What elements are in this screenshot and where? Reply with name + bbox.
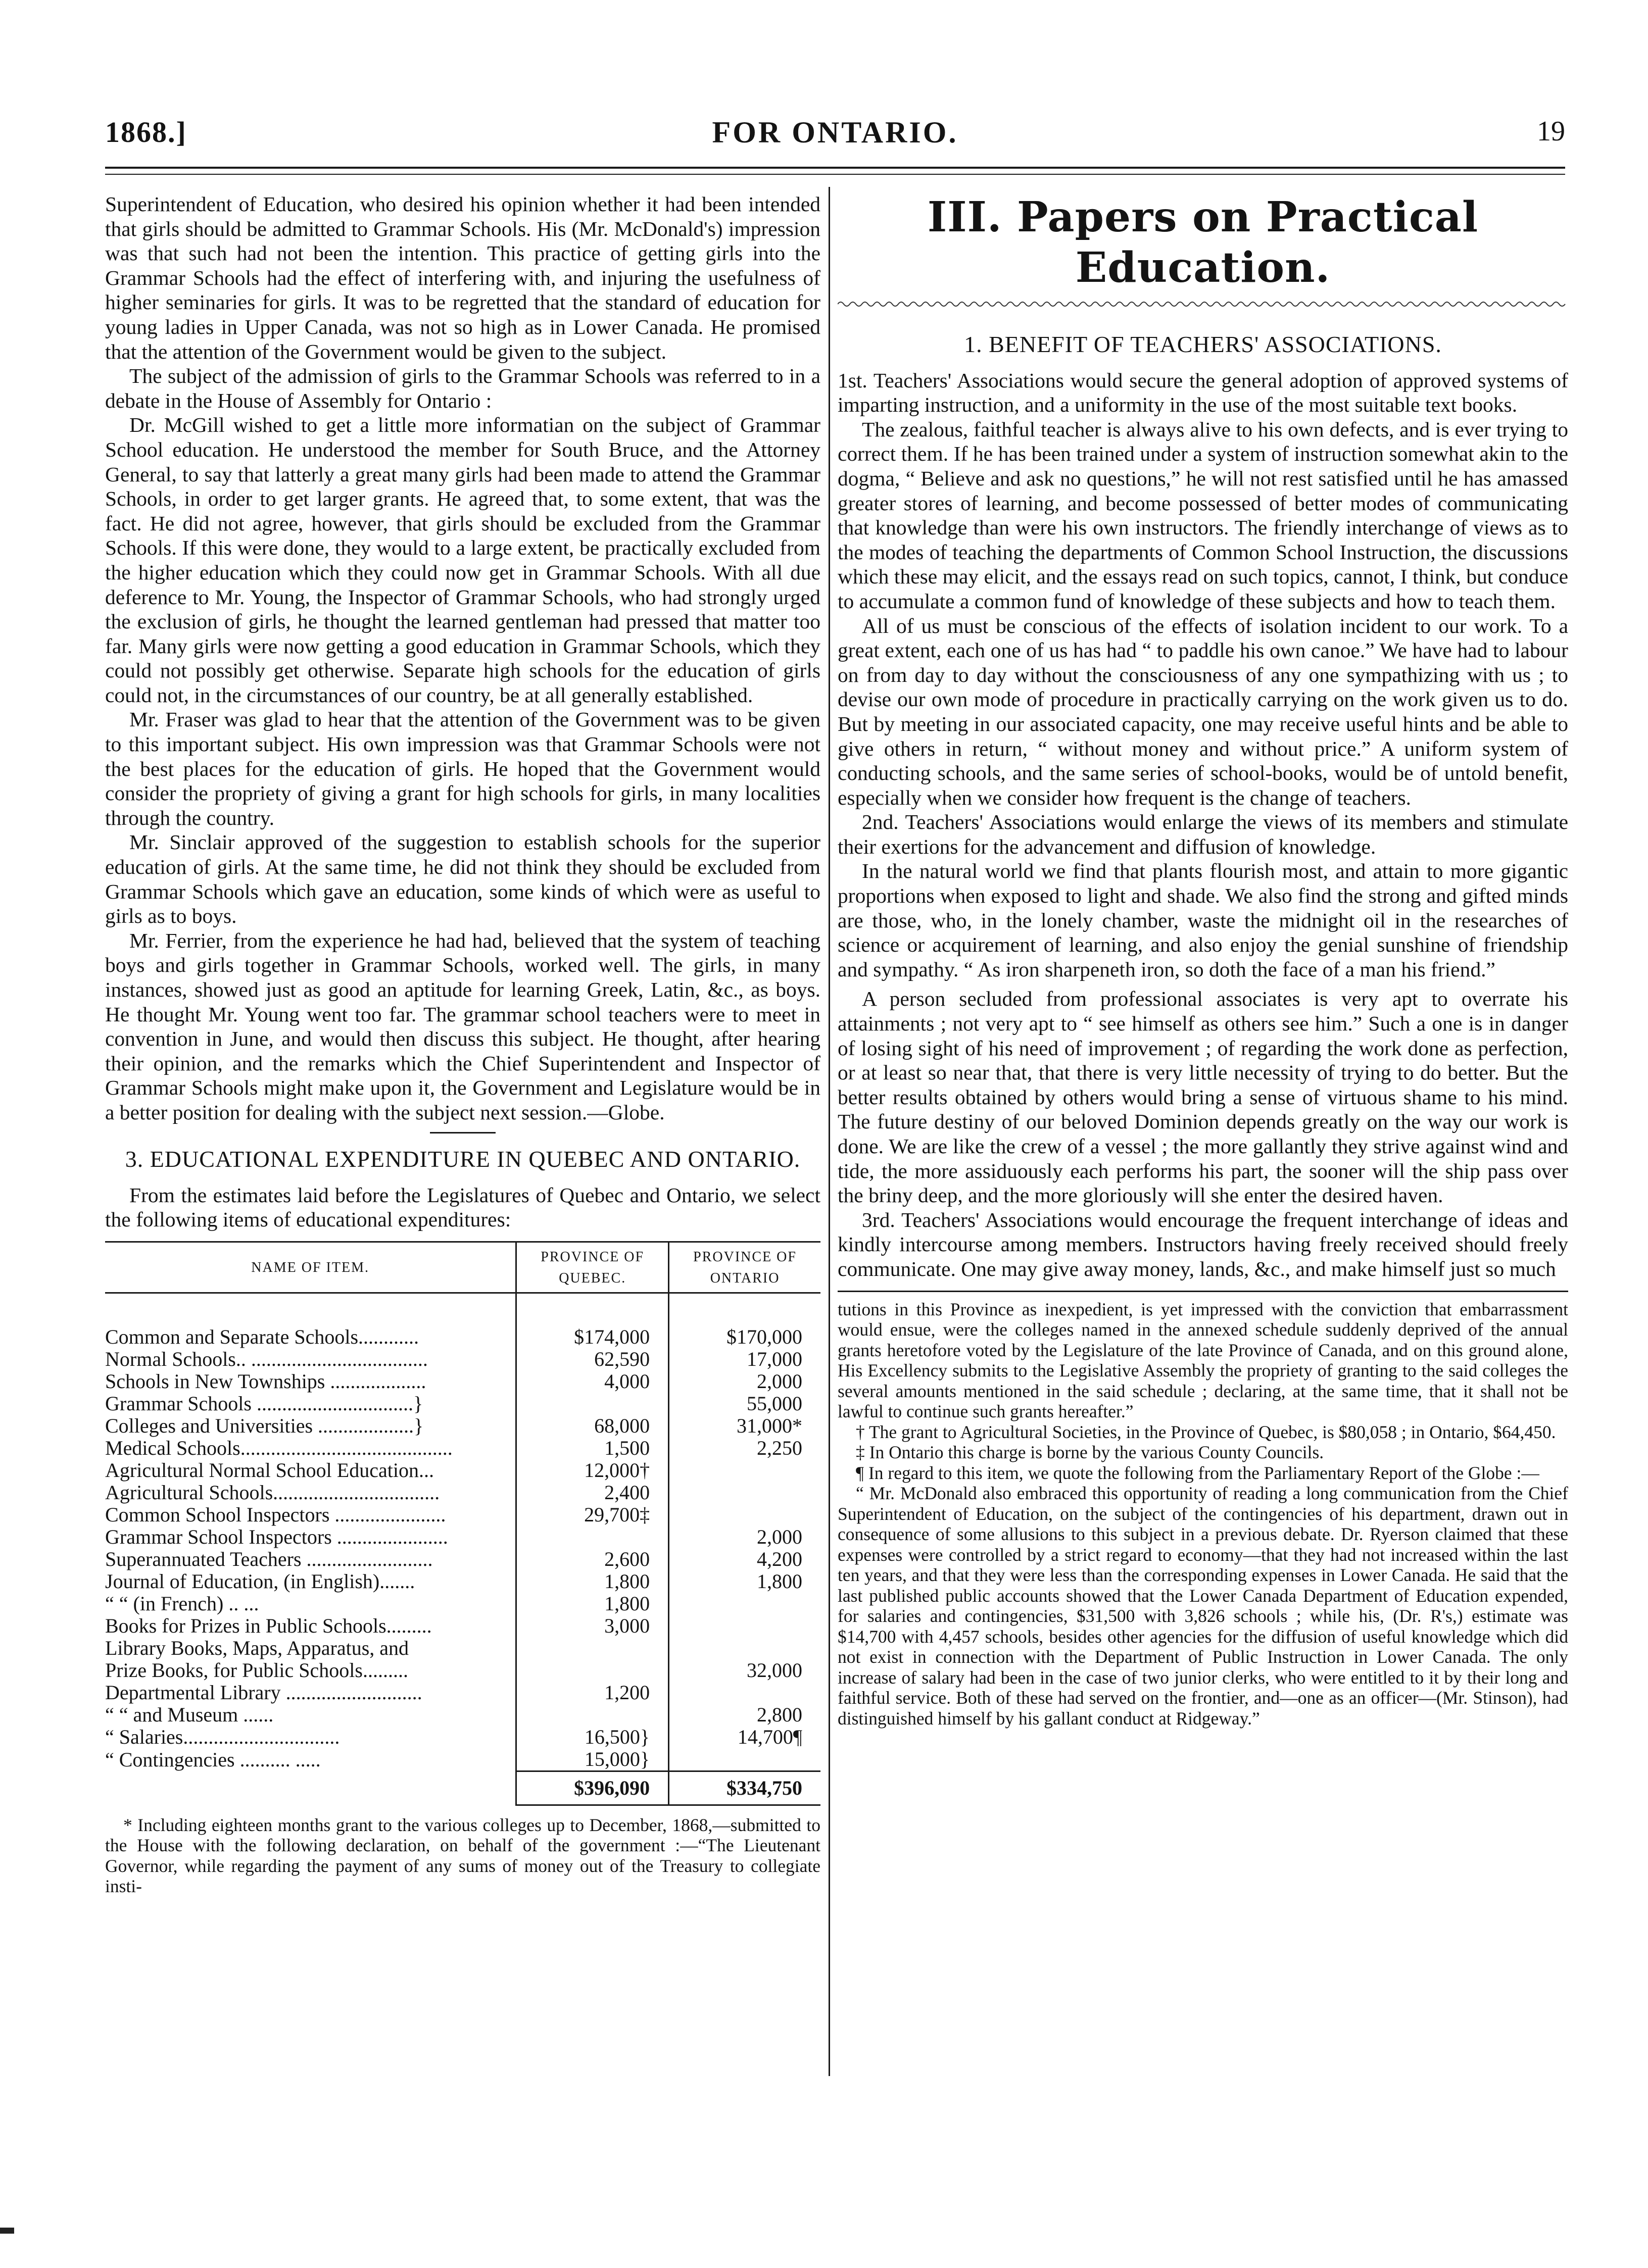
article-paragraph: A person secluded from professional associates is very apt to overrate his attainments ; not very apt to “ see himself as others see him.” Such a one is in danger of losing sight of his need of improvement ; of regarding the work done as perfection, or at least so near that, that there is very little necessity of trying to do better. But the better results obtained by others would bring a sense of virtuous shame to his mind. The future destiny of our beloved Dominion depends greatly on the way our work is done. We are like the crew of a vessel ; the more gallantly they strive against wind and tide, the more assiduously each performs his part, the sooner will the ship pass over the briny deep, and the more gloriously will she enter the desired haven. (838, 987, 1568, 1207)
table-row (105, 1504, 820, 1526)
article-paragraph: The zealous, faithful teacher is always alive to his own defects, and is ever trying to correct them. If he has been trained under a system of instruction somewhat akin to the dogma, “ Believe and ask no questions,” he will not rest satisfied until he has amassed greater stores of learning, and become possessed of better modes of communicating that knowledge than were his own instructors. The friendly interchange of views as to the modes of teaching the departments of Common School Instruction, the discussions which these may elicit, and the essays read on such topics, cannot, I think, but conduce to accumulate a common fund of knowledge of these subjects and how to teach them. (838, 417, 1568, 613)
part-title: III. Papers on Practical Education. (927, 193, 1479, 292)
table-row (105, 1682, 820, 1704)
header-rule-bottom (105, 174, 1565, 175)
article-paragraph: In the natural world we find that plants flourish most, and attain to more gigantic proportions when exposed to light and shade. We also find the strong and gifted minds are those, who, in the lonely chamber, waste the midnight oil in the researches of science or acquirement of learning, and also enjoy the genial sunshine of friendship and sympathy. “ As iron sharpeneth iron, so doth the face of a man his friend.” (838, 859, 1568, 981)
ontario-value: 4,200 (669, 1548, 820, 1570)
article-paragraph: Dr. McGill wished to get a little more informatian on the subject of Grammar School education. He understood the member for South Bruce, and the Attorney General, to say that latterly a great many girls had been made to attend the Grammar Schools, in order to get larger grants. He agreed that, to some extent, that was the fact. He did not agree, however, that girls should be excluded from the Grammar Schools. If this were done, they would to a large extent, be practically excluded from the higher education which they could now get in Grammar Schools. With all due deference to Mr. Young, the Inspector of Grammar Schools, who had strongly urged the exclusion of girls, he thought the learned gentleman had pressed that matter too far. Many girls were now getting a good education in Grammar Schools, which they could not possibly get otherwise. Separate high schools for the education of girls could not, in the circumstances of our country, be at all generally established. (105, 413, 820, 707)
table-row (105, 1459, 820, 1482)
ontario-value: 1,800 (669, 1570, 820, 1593)
quebec-value (516, 1704, 669, 1726)
item-name: Agricultural Normal School Education... (105, 1459, 434, 1482)
scan-edge-mark (0, 2228, 14, 2234)
quebec-value: 15,000} (516, 1748, 669, 1771)
table-row (105, 1637, 820, 1659)
header-rule-top (105, 167, 1565, 169)
ontario-value (669, 1482, 820, 1504)
article-paragraph: All of us must be conscious of the effects of isolation incident to our work. To a great extent, each one of us has had “ to paddle his own canoe.” We have had to labour on from day to day without the consciousness of any one sympathizing with us ; to devise our own mode of procedure in practically carrying on the work given us to do. But by meeting in our associated capacity, one may receive useful hints and be able to give others in return, “ without money and without price.” A uniform system of conducting schools, and the same series of school-books, would be of untold benefit, especially when we consider how frequent is the change of teachers. (838, 614, 1568, 809)
article-paragraph: Mr. Ferrier, from the experience he had had, believed that the system of teaching boys and girls together in Grammar Schools, worked well. The girls, in many instances, showed just as good an aptitude for learning Greek, Latin, &c., as boys. He thought Mr. Young went too far. The grammar school teachers were to meet in convention in June, and would then discuss this subject. He thought, after hearing their opinion, and the remarks which the Chief Superintendent and Inspector of Grammar Schools might make upon it, the Government and Legislature would be in a better position for dealing with the subject next session.—Globe. (105, 928, 820, 1124)
item-name: “ Salaries............................... (105, 1725, 340, 1748)
ontario-value (669, 1615, 820, 1637)
table-row (105, 1370, 820, 1393)
ontario-value: 2,800 (669, 1704, 820, 1726)
quebec-value: 1,200 (516, 1682, 669, 1704)
table-header-ontario: PROVINCE OF ONTARIO (669, 1242, 820, 1293)
ontario-value (669, 1748, 820, 1771)
quebec-value: 4,000 (516, 1370, 669, 1393)
ontario-value: 17,000 (669, 1348, 820, 1370)
quebec-value (516, 1659, 669, 1682)
table-header-quebec: PROVINCE OF QUEBEC. (516, 1242, 669, 1293)
table-header-row (105, 1242, 820, 1293)
item-name: Departmental Library ........................... (105, 1681, 422, 1704)
table-row (105, 1548, 820, 1570)
quebec-value: $174,000 (516, 1326, 669, 1348)
quebec-value (516, 1526, 669, 1548)
article-paragraph: Mr. Fraser was glad to hear that the attention of the Government was to be given to this important subject. His own impression was that Grammar Schools were not the best places for the education of girls. He hoped that the Government would consider the propriety of giving a grant for high schools for girls, in many localities through the country. (105, 708, 820, 829)
quebec-value: 2,600 (516, 1548, 669, 1570)
item-name: Library Books, Maps, Apparatus, and (105, 1637, 409, 1659)
table-row (105, 1393, 820, 1415)
item-name: Agricultural Schools................................. (105, 1481, 440, 1504)
footnote-dagger: † The grant to Agricultural Societies, in the Province of Quebec, is $80,058 ; in Ontario, $64,450. (856, 1421, 1556, 1442)
table-row (105, 1593, 820, 1615)
table-row (105, 1482, 820, 1504)
item-name: “ “ (in French) .. ... (105, 1592, 259, 1615)
item-name: Books for Prizes in Public Schools......... (105, 1614, 432, 1637)
item-name: “ “ and Museum ...... (105, 1703, 274, 1726)
right-footnotes (838, 1299, 1568, 1729)
footnote-rule (838, 1291, 1568, 1292)
item-name: Colleges and Universities ...................} (105, 1414, 424, 1437)
item-name: Journal of Education, (in English)....... (105, 1570, 415, 1593)
quebec-value: 2,400 (516, 1482, 669, 1504)
article-paragraph: 3rd. Teachers' Associations would encourage the frequent interchange of ideas and kindly intercourse among members. Instructors having freely received should freely communicate. One may give away money, lands, &c., and make himself just so much (838, 1208, 1568, 1280)
table-spacer (105, 1293, 820, 1326)
table-row (105, 1659, 820, 1682)
quebec-value: 3,000 (516, 1615, 669, 1637)
quebec-value: 1,500 (516, 1437, 669, 1459)
table-row (105, 1437, 820, 1459)
table-body (105, 1293, 820, 1771)
quebec-value (516, 1637, 669, 1659)
total-ontario: $334,750 (669, 1771, 820, 1805)
ontario-value: 14,700¶ (669, 1726, 820, 1748)
quebec-value: 68,000 (516, 1415, 669, 1437)
footnote-continuation: tutions in this Province as inexpedient, is yet impressed with the conviction that embarrassment would ensue, were the colleges named in the annexed schedule suddenly deprived of the annual grants heretofore voted by the Legislature of the late Province of Canada, and on this ground alone, His Excellency submits to the Legislative Assembly the propriety of granting to the said colleges the several amounts mentioned in the said schedule ; declaring, at the same time, that it shall not be lawful to continue such grants hereafter.” (838, 1299, 1568, 1422)
item-name: “ Contingencies .......... ..... (105, 1748, 321, 1771)
ontario-value (669, 1459, 820, 1482)
table-row (105, 1326, 820, 1348)
quebec-value: 62,590 (516, 1348, 669, 1370)
quebec-value: 1,800 (516, 1593, 669, 1615)
expenditure-table (105, 1241, 820, 1806)
article-paragraph: The subject of the admission of girls to the Grammar Schools was referred to in a debate in the House of Assembly for Ontario : (105, 364, 820, 412)
table-row (105, 1726, 820, 1748)
article-paragraph: 1st. Teachers' Associations would secure the general adoption of approved systems of imparting instruction, and a uniformity in the use of the most suitable text books. (838, 368, 1568, 417)
footnote-star: * Including eighteen months grant to the various colleges up to December, 1868,—submitted to the House with the following declaration, on behalf of the government :—“The Lieutenant Governor, while regarding the payment of any sums of money out of the Treasury to collegiate insti- (105, 1814, 820, 1897)
quebec-value: 1,800 (516, 1570, 669, 1593)
table-row (105, 1704, 820, 1726)
table-total-row (105, 1771, 820, 1805)
ontario-value (669, 1593, 820, 1615)
item-name: Common and Separate Schools............ (105, 1325, 419, 1348)
article-paragraph: 2nd. Teachers' Associations would enlarge the views of its members and stimulate their exertions for the advancement and diffusion of knowledge. (838, 810, 1568, 858)
section-intro: From the estimates laid before the Legislatures of Quebec and Ontario, we select the following items of educational expenditures: (105, 1183, 820, 1231)
ontario-value: 2,000 (669, 1370, 820, 1393)
footnote-pilcrow: ¶ In regard to this item, we quote the following from the Parliamentary Report of the Globe :— (856, 1462, 1539, 1483)
table-row (105, 1570, 820, 1593)
footnote-double-dagger: ‡ In Ontario this charge is borne by the various County Councils. (856, 1442, 1324, 1463)
item-name: Normal Schools.. ................................... (105, 1348, 428, 1370)
ontario-value: 55,000 (669, 1393, 820, 1415)
ontario-value (669, 1682, 820, 1704)
right-column (838, 192, 1568, 1729)
section-separator (430, 1132, 496, 1133)
section-title: 3. EDUCATIONAL EXPENDITURE IN QUEBEC AND ONTARIO. (125, 1146, 801, 1172)
article-paragraph: Mr. Sinclair approved of the suggestion to establish schools for the superior education of girls. At the same time, he did not think they should be excluded from Grammar Schools which gave an education, some kinds of which were as useful to girls as to boys. (105, 830, 820, 928)
wavy-rule (838, 299, 1568, 309)
table-row (105, 1415, 820, 1437)
column-divider (829, 187, 830, 2076)
table-row (105, 1748, 820, 1771)
quebec-value: 12,000† (516, 1459, 669, 1482)
table-row (105, 1615, 820, 1637)
table-row (105, 1348, 820, 1370)
item-name: Superannuated Teachers ......................... (105, 1548, 433, 1570)
ontario-value: 32,000 (669, 1659, 820, 1682)
item-name: Common School Inspectors ...................... (105, 1503, 446, 1526)
table-header-name: NAME OF ITEM. (105, 1242, 516, 1293)
header-year: 1868.] (105, 116, 187, 149)
left-footnotes (105, 1815, 820, 1897)
quebec-value (516, 1393, 669, 1415)
ontario-value (669, 1637, 820, 1659)
header-title: FOR ONTARIO. (712, 116, 958, 149)
left-column (105, 192, 820, 1897)
footnote-quote: “ Mr. McDonald also embraced this opportunity of reading a long communication from the Chief Superintendent of Education, on the subject of the contingencies of his department, drawn out in consequence of some allusions to this subject in a previous debate. Dr. Ryerson claimed that these expenses were controlled by a strict regard to economy—that they had not increased within the last ten years, and that they were less than the corresponding expenses in Lower Canada. He said that the last published public accounts showed that the Lower Canada Department of Education expended, for salaries and contingencies, $31,500 with 3,826 schools ; while his, (Dr. R's,) estimate was $14,700 with 4,457 schools, besides other agencies for the diffusion of useful knowledge which did not exist in connection with the Department of Public Instruction in Lower Canada. The only increase of salary had been in the case of two junior clerks, who were entitled to it by their long and faithful service. Both of these had served on the frontier, and—one as an officer—(Mr. Stinson), had distinguished himself by his gallant conduct at Ridgeway.” (838, 1483, 1568, 1729)
item-name: Grammar Schools ...............................} (105, 1392, 423, 1415)
ontario-value (669, 1504, 820, 1526)
ontario-value: 2,000 (669, 1526, 820, 1548)
ontario-value: $170,000 (669, 1326, 820, 1348)
page-number: 19 (1537, 116, 1565, 147)
table-row (105, 1526, 820, 1548)
item-name: Medical Schools.......................................... (105, 1437, 453, 1459)
item-name: Schools in New Townships ................... (105, 1370, 426, 1393)
item-name: Grammar School Inspectors ...................... (105, 1525, 448, 1548)
quebec-value: 29,700‡ (516, 1504, 669, 1526)
quebec-value: 16,500} (516, 1726, 669, 1748)
item-name: Prize Books, for Public Schools......... (105, 1659, 408, 1682)
section-title: 1. BENEFIT OF TEACHERS' ASSOCIATIONS. (964, 331, 1442, 357)
total-quebec: $396,090 (516, 1771, 669, 1805)
ontario-value: 2,250 (669, 1437, 820, 1459)
running-header (105, 115, 1565, 161)
article-paragraph: Superintendent of Education, who desired his opinion whether it had been intended that girls should be admitted to Grammar Schools. His (Mr. McDonald's) impression was that such had not been the intention. This practice of getting girls into the Grammar Schools had the effect of interfering with, and injuring the usefulness of higher seminaries for girls. It was to be regretted that the standard of education for young ladies in Upper Canada, was not so high as in Lower Canada. He promised that the attention of the Government would be given to the subject. (105, 192, 820, 363)
ontario-value: 31,000* (669, 1415, 820, 1437)
